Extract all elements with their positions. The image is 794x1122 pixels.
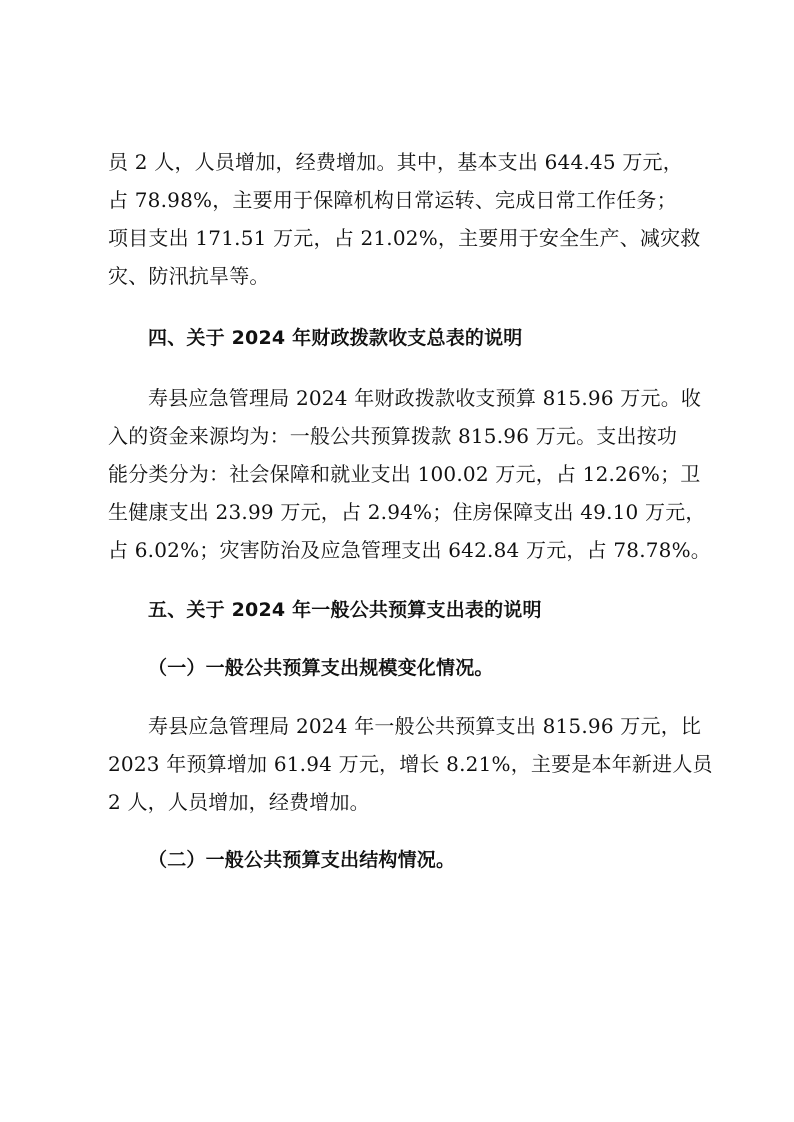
paragraph-line: 灾、防汛抗旱等。 <box>108 264 270 288</box>
paragraph-line: 生健康支出 23.99 万元，占 2.94%；住房保障支出 49.10 万元， <box>108 500 706 524</box>
paragraph-line: 占 78.98%，主要用于保障机构日常运转、完成日常工作任务； <box>108 188 677 212</box>
paragraph-line: 能分类分为：社会保障和就业支出 100.02 万元，占 12.26%；卫 <box>108 462 701 486</box>
subsection-heading: （二）一般公共预算支出结构情况。 <box>148 849 456 871</box>
paragraph-line: 员 2 人，人员增加，经费增加。其中，基本支出 644.45 万元， <box>108 150 683 174</box>
paragraph-line: 2023 年预算增加 61.94 万元，增长 8.21%，主要是本年新进人员 <box>108 752 713 776</box>
paragraph-line: 寿县应急管理局 2024 年财政拨款收支预算 815.96 万元。收 <box>148 386 702 410</box>
paragraph-line: 入的资金来源均为：一般公共预算拨款 815.96 万元。支出按功 <box>108 424 678 448</box>
paragraph-line: 项目支出 171.51 万元，占 21.02%，主要用于安全生产、减灾救 <box>108 226 701 250</box>
paragraph-line: 寿县应急管理局 2024 年一般公共预算支出 815.96 万元，比 <box>148 714 702 738</box>
section-heading: 四、关于 2024 年财政拨款收支总表的说明 <box>148 327 523 349</box>
subsection-heading: （一）一般公共预算支出规模变化情况。 <box>148 657 494 679</box>
section-heading: 五、关于 2024 年一般公共预算支出表的说明 <box>148 599 542 621</box>
paragraph-line: 2 人，人员增加，经费增加。 <box>108 790 370 814</box>
paragraph-line: 占 6.02%；灾害防治及应急管理支出 642.84 万元，占 78.78%。 <box>108 538 712 562</box>
